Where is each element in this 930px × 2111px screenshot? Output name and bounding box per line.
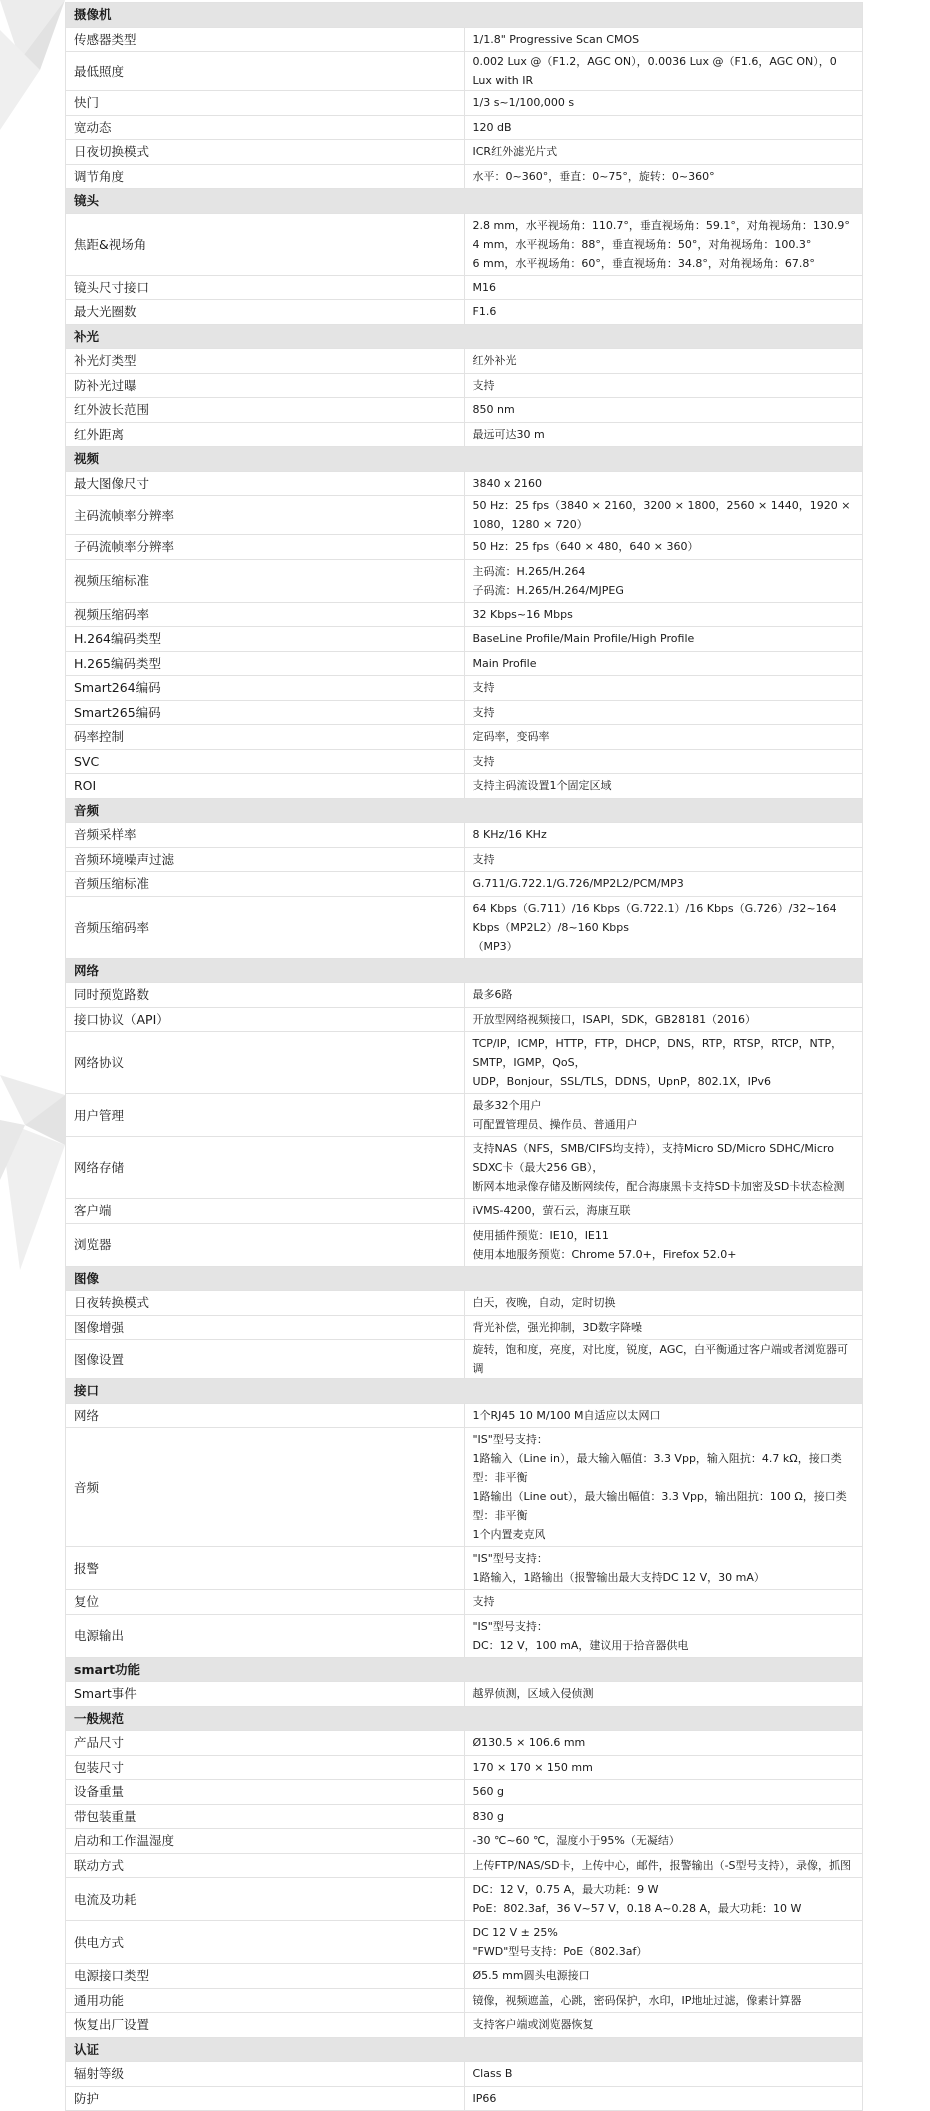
spec-value (464, 1137, 863, 1199)
spec-row (66, 300, 863, 325)
spec-row (66, 1682, 863, 1707)
spec-label: 防护 (66, 2086, 465, 2111)
spec-label: 宽动态 (66, 115, 465, 140)
spec-value-line: 支持 (472, 378, 495, 392)
spec-value-line: Ø5.5 mm圆头电源接口 (472, 1969, 590, 1983)
spec-table-body (66, 3, 863, 2111)
spec-value (464, 627, 863, 652)
spec-row (66, 1878, 863, 1921)
spec-value-line: 32 Kbps~16 Mbps (472, 607, 573, 621)
spec-label: 红外距离 (66, 422, 465, 447)
spec-value (464, 535, 863, 560)
section-title: smart功能 (66, 1657, 863, 1682)
spec-row (66, 422, 863, 447)
spec-value-line: 定码率，变码率 (472, 730, 550, 744)
spec-row (66, 1340, 863, 1379)
spec-value-line: 64 Kbps（G.711）/16 Kbps（G.722.1）/16 Kbps（G.726）/32~164 Kbps（MP2L2）/8~160 Kbps (472, 901, 837, 934)
spec-value-line: 使用插件预览：IE10，IE11 (472, 1228, 609, 1242)
spec-row (66, 1731, 863, 1756)
section-title: 音频 (66, 798, 863, 823)
spec-row (66, 1590, 863, 1615)
spec-value-line: 支持 (472, 705, 495, 719)
spec-row (66, 847, 863, 872)
spec-row (66, 1291, 863, 1316)
spec-value-line: 支持主码流设置1个固定区域 (472, 779, 612, 793)
spec-value-line: IP66 (472, 2091, 497, 2105)
spec-label: 红外波长范围 (66, 398, 465, 423)
spec-row (66, 559, 863, 602)
spec-value (464, 651, 863, 676)
spec-value (464, 1315, 863, 1340)
watermark-logo-shape (0, 1060, 70, 1270)
spec-label: 码率控制 (66, 725, 465, 750)
spec-value-line: 最多32个用户 (472, 1099, 542, 1112)
spec-value-line: 850 nm (472, 403, 515, 417)
spec-value-line: 2.8 mm，水平视场角：110.7°，垂直视场角：59.1°，对角视场角：130.9° (472, 218, 850, 232)
spec-value-line: 8 KHz/16 KHz (472, 828, 547, 842)
spec-value-line: 最远可达30 m (472, 427, 545, 441)
spec-value (464, 1731, 863, 1756)
spec-value-line: 开放型网络视频接口，ISAPI，SDK，GB28181（2016） (472, 1012, 757, 1026)
spec-label: 调节角度 (66, 164, 465, 189)
spec-label: 带包装重量 (66, 1804, 465, 1829)
spec-label: 音频压缩标准 (66, 872, 465, 897)
spec-row (66, 872, 863, 897)
spec-label: 传感器类型 (66, 27, 465, 52)
spec-value (464, 1199, 863, 1224)
spec-label: 最大图像尺寸 (66, 471, 465, 496)
spec-value-line: 上传FTP/NAS/SD卡，上传中心，邮件，报警输出（-S型号支持），录像，抓图 (472, 1858, 852, 1872)
spec-value-line: PoE：802.3af，36 V~57 V，0.18 A~0.28 A，最大功耗：10 W (472, 1902, 802, 1915)
spec-value-line: 越界侦测，区域入侵侦测 (472, 1687, 594, 1701)
spec-label: 包装尺寸 (66, 1755, 465, 1780)
section-title: 网络 (66, 958, 863, 983)
spec-row (66, 602, 863, 627)
spec-value (464, 896, 863, 958)
spec-value (464, 1032, 863, 1094)
spec-row (66, 398, 863, 423)
spec-row (66, 1137, 863, 1199)
spec-value (464, 1223, 863, 1266)
spec-value-line: 1路输出（Line out），最大输出幅值：3.3 Vpp，输出阻抗：100 Ω，接口类型：非平衡 (472, 1490, 847, 1522)
spec-label: 联动方式 (66, 1853, 465, 1878)
spec-value (464, 559, 863, 602)
spec-value-line: 支持 (472, 1595, 495, 1609)
spec-label: 音频采样率 (66, 823, 465, 848)
spec-value-line: 4 mm，水平视场角：88°，垂直视场角：50°，对角视场角：100.3° (472, 237, 812, 251)
spec-value-line: 可配置管理员、操作员、普通用户 (472, 1118, 638, 1131)
spec-row (66, 535, 863, 560)
spec-row (66, 749, 863, 774)
spec-label: 报警 (66, 1547, 465, 1590)
spec-value-line: 1/1.8" Progressive Scan CMOS (472, 32, 640, 46)
spec-value-line: UDP，Bonjour，SSL/TLS，DDNS，UpnP，802.1X，IPv6 (472, 1075, 772, 1088)
spec-value-line: TCP/IP，ICMP，HTTP，FTP，DHCP，DNS，RTP，RTSP，RTCP，NTP，SMTP，IGMP，QoS， (472, 1037, 843, 1069)
spec-table (65, 2, 863, 2111)
section-title: 一般规范 (66, 1706, 863, 1731)
watermark-logo-shape (0, 0, 70, 130)
spec-value (464, 1614, 863, 1657)
spec-row (66, 823, 863, 848)
spec-row (66, 164, 863, 189)
spec-value-line: 170 × 170 × 150 mm (472, 1760, 593, 1774)
spec-value-line: 1个内置麦克风 (472, 1528, 546, 1541)
spec-row (66, 651, 863, 676)
spec-row (66, 1094, 863, 1137)
spec-label: H.265编码类型 (66, 651, 465, 676)
spec-value (464, 1804, 863, 1829)
spec-value-line: 旋转，饱和度，亮度，对比度，锐度，AGC，白平衡通过客户端或者浏览器可调 (472, 1343, 849, 1375)
spec-label: SVC (66, 749, 465, 774)
spec-value-line: M16 (472, 280, 496, 294)
spec-value-line: Ø130.5 × 106.6 mm (472, 1736, 586, 1750)
spec-label: 焦距&视场角 (66, 213, 465, 275)
spec-value (464, 2013, 863, 2038)
spec-value (464, 1403, 863, 1428)
spec-value-line: 白天，夜晚，自动，定时切换 (472, 1296, 616, 1310)
spec-value (464, 1780, 863, 1805)
spec-value (464, 1682, 863, 1707)
spec-value-line: 50 Hz：25 fps（640 × 480，640 × 360） (472, 540, 699, 554)
spec-row (66, 140, 863, 165)
spec-value-line: 红外补光 (472, 354, 517, 368)
spec-value-line: "FWD"型号支持：PoE（802.3af） (472, 1945, 648, 1958)
spec-value (464, 1291, 863, 1316)
spec-label: 音频环境噪声过滤 (66, 847, 465, 872)
spec-value-line: Class B (472, 2067, 513, 2081)
spec-value-line: 断网本地录像存储及断网续传，配合海康黑卡支持SD卡加密及SD卡状态检测 (472, 1180, 845, 1193)
spec-value (464, 725, 863, 750)
spec-value (464, 1755, 863, 1780)
spec-value-line: 1路输入（Line in），最大输入幅值：3.3 Vpp，输入阻抗：4.7 kΩ，接口类型：非平衡 (472, 1452, 842, 1484)
spec-value (464, 602, 863, 627)
spec-value-line: 使用本地服务预览：Chrome 57.0+，Firefox 52.0+ (472, 1247, 737, 1261)
spec-value (464, 140, 863, 165)
spec-row (66, 1755, 863, 1780)
spec-label: 音频压缩码率 (66, 896, 465, 958)
spec-value-line: iVMS-4200，萤石云，海康互联 (472, 1204, 631, 1218)
spec-row (66, 1315, 863, 1340)
spec-label: 网络存储 (66, 1137, 465, 1199)
spec-row (66, 496, 863, 535)
spec-value (464, 2062, 863, 2087)
spec-label: 音频 (66, 1428, 465, 1547)
spec-value-line: （MP3） (472, 939, 518, 953)
spec-value (464, 1829, 863, 1854)
section-title: 认证 (66, 2037, 863, 2062)
spec-label: 图像增强 (66, 1315, 465, 1340)
spec-value (464, 27, 863, 52)
spec-value-line: 支持 (472, 852, 495, 866)
spec-value-line: 1/3 s~1/100,000 s (472, 96, 575, 110)
spec-value (464, 115, 863, 140)
spec-row (66, 1547, 863, 1590)
spec-row (66, 471, 863, 496)
spec-label: Smart264编码 (66, 676, 465, 701)
spec-label: 日夜转换模式 (66, 1291, 465, 1316)
spec-value-line: 水平：0~360°，垂直：0~75°，旋转：0~360° (472, 169, 715, 183)
spec-row (66, 2086, 863, 2111)
section-header-row (66, 324, 863, 349)
section-header-row (66, 1706, 863, 1731)
spec-value (464, 300, 863, 325)
spec-value (464, 422, 863, 447)
spec-value (464, 983, 863, 1008)
spec-row (66, 91, 863, 116)
spec-label: 补光灯类型 (66, 349, 465, 374)
spec-value-line: 1路输入，1路输出（报警输出最大支持DC 12 V，30 mA） (472, 1571, 765, 1584)
spec-label: 供电方式 (66, 1921, 465, 1964)
spec-value (464, 1340, 863, 1379)
section-title: 图像 (66, 1266, 863, 1291)
section-title: 视频 (66, 447, 863, 472)
spec-value (464, 676, 863, 701)
spec-row (66, 1921, 863, 1964)
spec-value-line: 830 g (472, 1809, 504, 1823)
spec-value (464, 2086, 863, 2111)
section-header-row (66, 798, 863, 823)
spec-value-line: 支持客户端或浏览器恢复 (472, 2018, 594, 2032)
spec-value (464, 872, 863, 897)
spec-value (464, 1007, 863, 1032)
spec-label: 子码流帧率分辨率 (66, 535, 465, 560)
spec-value (464, 1921, 863, 1964)
spec-row (66, 1964, 863, 1989)
spec-label: 电源输出 (66, 1614, 465, 1657)
spec-value (464, 213, 863, 275)
spec-row (66, 627, 863, 652)
spec-value-line: 最多6路 (472, 988, 513, 1002)
spec-value (464, 471, 863, 496)
spec-label: Smart事件 (66, 1682, 465, 1707)
spec-value-line: 主码流：H.265/H.264 (472, 564, 586, 578)
spec-value (464, 1988, 863, 2013)
spec-label: 主码流帧率分辨率 (66, 496, 465, 535)
spec-label: 电流及功耗 (66, 1878, 465, 1921)
spec-value (464, 847, 863, 872)
spec-value-line: G.711/G.722.1/G.726/MP2L2/PCM/MP3 (472, 877, 684, 891)
spec-value-line: 560 g (472, 1785, 504, 1799)
spec-row (66, 774, 863, 799)
spec-label: 恢复出厂设置 (66, 2013, 465, 2038)
spec-value-line: 支持 (472, 681, 495, 695)
spec-label: 图像设置 (66, 1340, 465, 1379)
spec-row (66, 115, 863, 140)
spec-row (66, 896, 863, 958)
spec-label: 网络 (66, 1403, 465, 1428)
spec-label: 同时预览路数 (66, 983, 465, 1008)
spec-label: 设备重量 (66, 1780, 465, 1805)
section-header-row (66, 1657, 863, 1682)
spec-label: 产品尺寸 (66, 1731, 465, 1756)
spec-row (66, 1403, 863, 1428)
spec-row (66, 275, 863, 300)
spec-value (464, 349, 863, 374)
spec-value-line: "IS"型号支持： (472, 1619, 548, 1633)
spec-row (66, 1780, 863, 1805)
spec-row (66, 983, 863, 1008)
spec-value (464, 1964, 863, 1989)
section-title: 摄像机 (66, 3, 863, 28)
spec-value-line: 背光补偿，强光抑制，3D数字降噪 (472, 1320, 642, 1334)
spec-value (464, 1853, 863, 1878)
spec-value-line: 0.002 Lux @（F1.2，AGC ON），0.0036 Lux @（F1.6，AGC ON），0 Lux with IR (472, 55, 837, 87)
spec-row (66, 1829, 863, 1854)
spec-value-line: 6 mm，水平视场角：60°，垂直视场角：34.8°，对角视场角：67.8° (472, 256, 815, 270)
spec-label: Smart265编码 (66, 700, 465, 725)
spec-value-line: "IS"型号支持： (472, 1552, 548, 1565)
spec-label: 用户管理 (66, 1094, 465, 1137)
spec-row (66, 213, 863, 275)
spec-value-line: 子码流：H.265/H.264/MJPEG (472, 583, 624, 597)
spec-label: 日夜切换模式 (66, 140, 465, 165)
spec-label: 客户端 (66, 1199, 465, 1224)
spec-label: 最低照度 (66, 52, 465, 91)
spec-label: 启动和工作温湿度 (66, 1829, 465, 1854)
spec-label: 辐射等级 (66, 2062, 465, 2087)
spec-label: 视频压缩标准 (66, 559, 465, 602)
spec-value (464, 749, 863, 774)
spec-value-line: Main Profile (472, 656, 537, 670)
spec-row (66, 27, 863, 52)
spec-row (66, 373, 863, 398)
spec-row (66, 2062, 863, 2087)
spec-row (66, 1032, 863, 1094)
spec-value-line: DC：12 V，100 mA，建议用于拾音器供电 (472, 1638, 689, 1652)
spec-row (66, 1223, 863, 1266)
spec-row (66, 1988, 863, 2013)
spec-label: 接口协议（API） (66, 1007, 465, 1032)
spec-value-line: F1.6 (472, 305, 497, 319)
section-header-row (66, 2037, 863, 2062)
spec-value (464, 1590, 863, 1615)
spec-value-line: 支持 (472, 754, 495, 768)
spec-label: 镜头尺寸接口 (66, 275, 465, 300)
spec-value (464, 373, 863, 398)
spec-value-line: 50 Hz：25 fps（3840 × 2160，3200 × 1800，2560 × 1440，1920 × 1080，1280 × 720） (472, 499, 851, 531)
spec-value (464, 398, 863, 423)
spec-value-line: 支持NAS（NFS，SMB/CIFS均支持），支持Micro SD/Micro SDHC/Micro SDXC卡（最大256 GB）， (472, 1142, 834, 1174)
section-header-row (66, 1379, 863, 1404)
spec-value (464, 774, 863, 799)
section-title: 补光 (66, 324, 863, 349)
section-header-row (66, 958, 863, 983)
spec-value-line: 镜像，视频遮盖，心跳，密码保护，水印，IP地址过滤，像素计算器 (472, 1993, 802, 2007)
spec-row (66, 1853, 863, 1878)
section-header-row (66, 3, 863, 28)
spec-label: 网络协议 (66, 1032, 465, 1094)
spec-value (464, 1428, 863, 1547)
spec-value-line: ICR红外滤光片式 (472, 145, 558, 159)
spec-value (464, 496, 863, 535)
spec-value (464, 52, 863, 91)
spec-row (66, 1804, 863, 1829)
spec-row (66, 1428, 863, 1547)
section-title: 镜头 (66, 189, 863, 214)
spec-value (464, 164, 863, 189)
spec-label: 快门 (66, 91, 465, 116)
spec-value (464, 1547, 863, 1590)
spec-label: 视频压缩码率 (66, 602, 465, 627)
spec-row (66, 700, 863, 725)
spec-label: 浏览器 (66, 1223, 465, 1266)
spec-value (464, 1094, 863, 1137)
spec-row (66, 725, 863, 750)
section-header-row (66, 189, 863, 214)
spec-value-line: -30 ℃~60 ℃，湿度小于95%（无凝结） (472, 1834, 680, 1848)
spec-value-line: DC：12 V，0.75 A，最大功耗：9 W (472, 1883, 659, 1896)
spec-label: 防补光过曝 (66, 373, 465, 398)
spec-row (66, 1614, 863, 1657)
spec-label: 最大光圈数 (66, 300, 465, 325)
section-header-row (66, 447, 863, 472)
spec-label: H.264编码类型 (66, 627, 465, 652)
spec-value (464, 700, 863, 725)
spec-row (66, 1199, 863, 1224)
spec-label: 通用功能 (66, 1988, 465, 2013)
spec-row (66, 349, 863, 374)
spec-value-line: 1个RJ45 10 M/100 M自适应以太网口 (472, 1408, 661, 1422)
spec-value-line: 120 dB (472, 120, 512, 134)
spec-value (464, 1878, 863, 1921)
spec-value-line: BaseLine Profile/Main Profile/High Profile (472, 632, 695, 646)
spec-label: 电源接口类型 (66, 1964, 465, 1989)
spec-label: 复位 (66, 1590, 465, 1615)
spec-row (66, 52, 863, 91)
spec-value-line: 3840 x 2160 (472, 476, 542, 490)
spec-value-line: DC 12 V ± 25% (472, 1926, 558, 1939)
section-header-row (66, 1266, 863, 1291)
spec-row (66, 2013, 863, 2038)
spec-value (464, 823, 863, 848)
spec-label: ROI (66, 774, 465, 799)
spec-value-line: "IS"型号支持： (472, 1433, 548, 1446)
section-title: 接口 (66, 1379, 863, 1404)
spec-row (66, 676, 863, 701)
spec-row (66, 1007, 863, 1032)
spec-value (464, 275, 863, 300)
spec-value (464, 91, 863, 116)
